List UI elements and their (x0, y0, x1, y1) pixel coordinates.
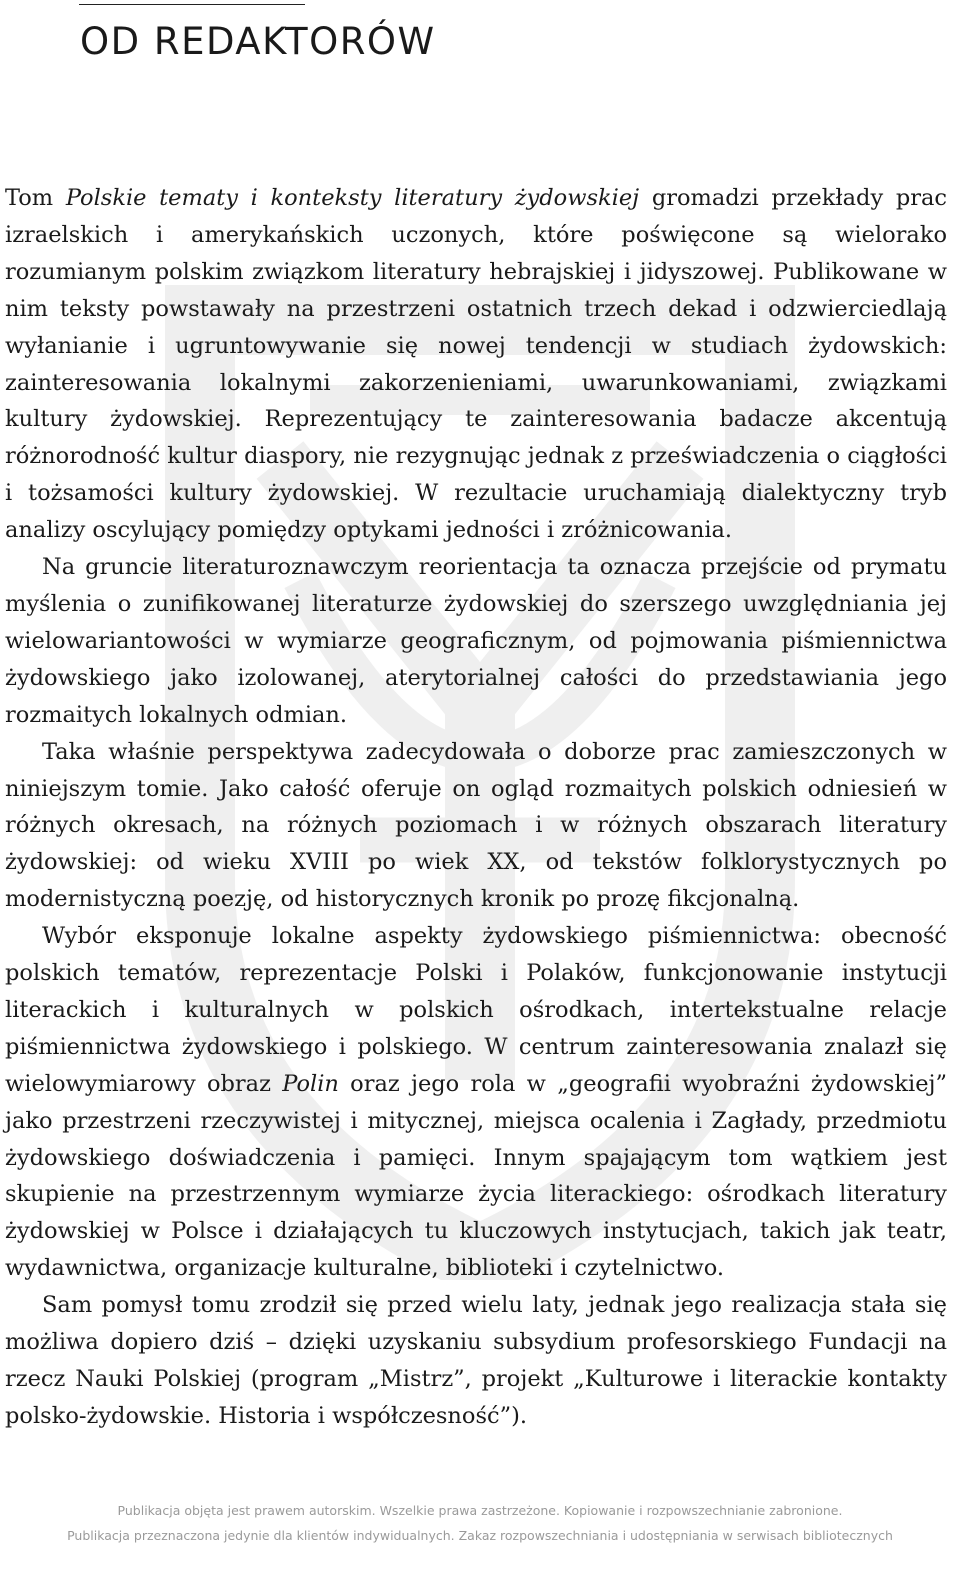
paragraph-1-text: gromadzi przekłady prac izraelskich i amerykańskich uczonych, które poświęcone są wielorako rozumianym polskim związkom literatury hebrajskiej i jidyszowej. Publikowane w nim teksty powstawały na przestrzeni ostatnich trzech dekad i odzwierciedlają wyłanianie i ugruntowywanie się nowej tendencji w studiach żydowskich: zainteresowania lokalnymi zakorzenieniami, uwarunkowaniami, związkami kultury żydowskiej. Reprezentujący te zainteresowania badacze akcentują różnorodność kultur diaspory, nie rezygnując jednak z przeświadczenia o ciągłości i tożsamości kultury żydowskiej. W rezultacie uruchamiają dialektyczny tryb analizy oscylujący pomiędzy optykami jedności i zróżnicowania. (5, 185, 948, 544)
paragraph-1 (5, 180, 947, 549)
paragraph-4-text: oraz jego rola w „geografii wyobraźni żydowskiej” jako przestrzeni rzeczywistej i mitycznej, miejsca ocalenia i Zagłady, przedmiotu żydowskiego doświadczenia i pamięci. Innym spajającym tom wątkiem jest skupienie na przestrzennym wymiarze życia literackiego: ośrodkach literatury żydowskiej w Polsce i działających tu kluczowych instytucjach, takich jak teatr, wydawnictwa, organizacje kulturalne, biblioteki i czytelnictwo. (5, 1070, 948, 1282)
paragraph-2: Na gruncie literaturoznawczym reorientacja ta oznacza przejście od prymatu myślenia o zunifikowanej literaturze żydowskiej do szerszego uwzględniania jej wielowariantowości w wymiarze geograficznym, od pojmowania piśmiennictwa żydowskiego jako izolowanej, aterytorialnej całości do przedstawiania jego rozmaitych lokalnych odmian. (5, 554, 947, 728)
paragraph-1-lead: Tom (5, 185, 66, 211)
polin-italic: Polin (282, 1070, 339, 1097)
copyright-notice-line-1: Publikacja objęta jest prawem autorskim. Wszelkie prawa zastrzeżone. Kopiowanie i rozpowszechnianie zabronione. (117, 1503, 843, 1518)
paragraph-4 (5, 918, 947, 1287)
header-rule (79, 4, 305, 5)
page-title: OD REDAKTORÓW (80, 20, 436, 63)
body-text (5, 180, 947, 1435)
book-title-italic: Polskie tematy i konteksty literatury żydowskiej (65, 185, 640, 211)
paragraph-3: Taka właśnie perspektywa zadecydowała o doborze prac zamieszczonych w niniejszym tomie. Jako całość oferuje on ogląd rozmaitych polskich odniesień w różnych okresach, na różnych poziomach i w różnych obszarach literatury żydowskiej: od wieku XVIII po wiek XX, od tekstów folklorystycznych po modernistyczną poezję, od historycznych kronik po prozę fikcjonalną. (5, 738, 947, 913)
paragraph-4-lead: Wybór eksponuje lokalne aspekty żydowskiego piśmiennictwa: obecność polskich tematów, reprezentacje Polski i Polaków, funkcjonowanie instytucji literackich i kulturalnych w polskich ośrodkach, intertekstualne relacje piśmiennictwa żydowskiego i polskiego. W centrum zainteresowania znalazł się wielowymiarowy obraz (5, 923, 947, 1097)
copyright-notice-line-2: Publikacja przeznaczona jedynie dla klientów indywidualnych. Zakaz rozpowszechniania i udostępniania w serwisach bibliotecznych (67, 1528, 893, 1543)
paragraph-5: Sam pomysł tomu zrodził się przed wielu laty, jednak jego realizacja stała się możliwa dopiero dziś – dzięki uzyskaniu subsydium profesorskiego Fundacji na rzecz Nauki Polskiej (program „Mistrz”, projekt „Kulturowe i literackie kontakty polsko-żydowskie. Historia i współczesność”). (5, 1292, 947, 1429)
